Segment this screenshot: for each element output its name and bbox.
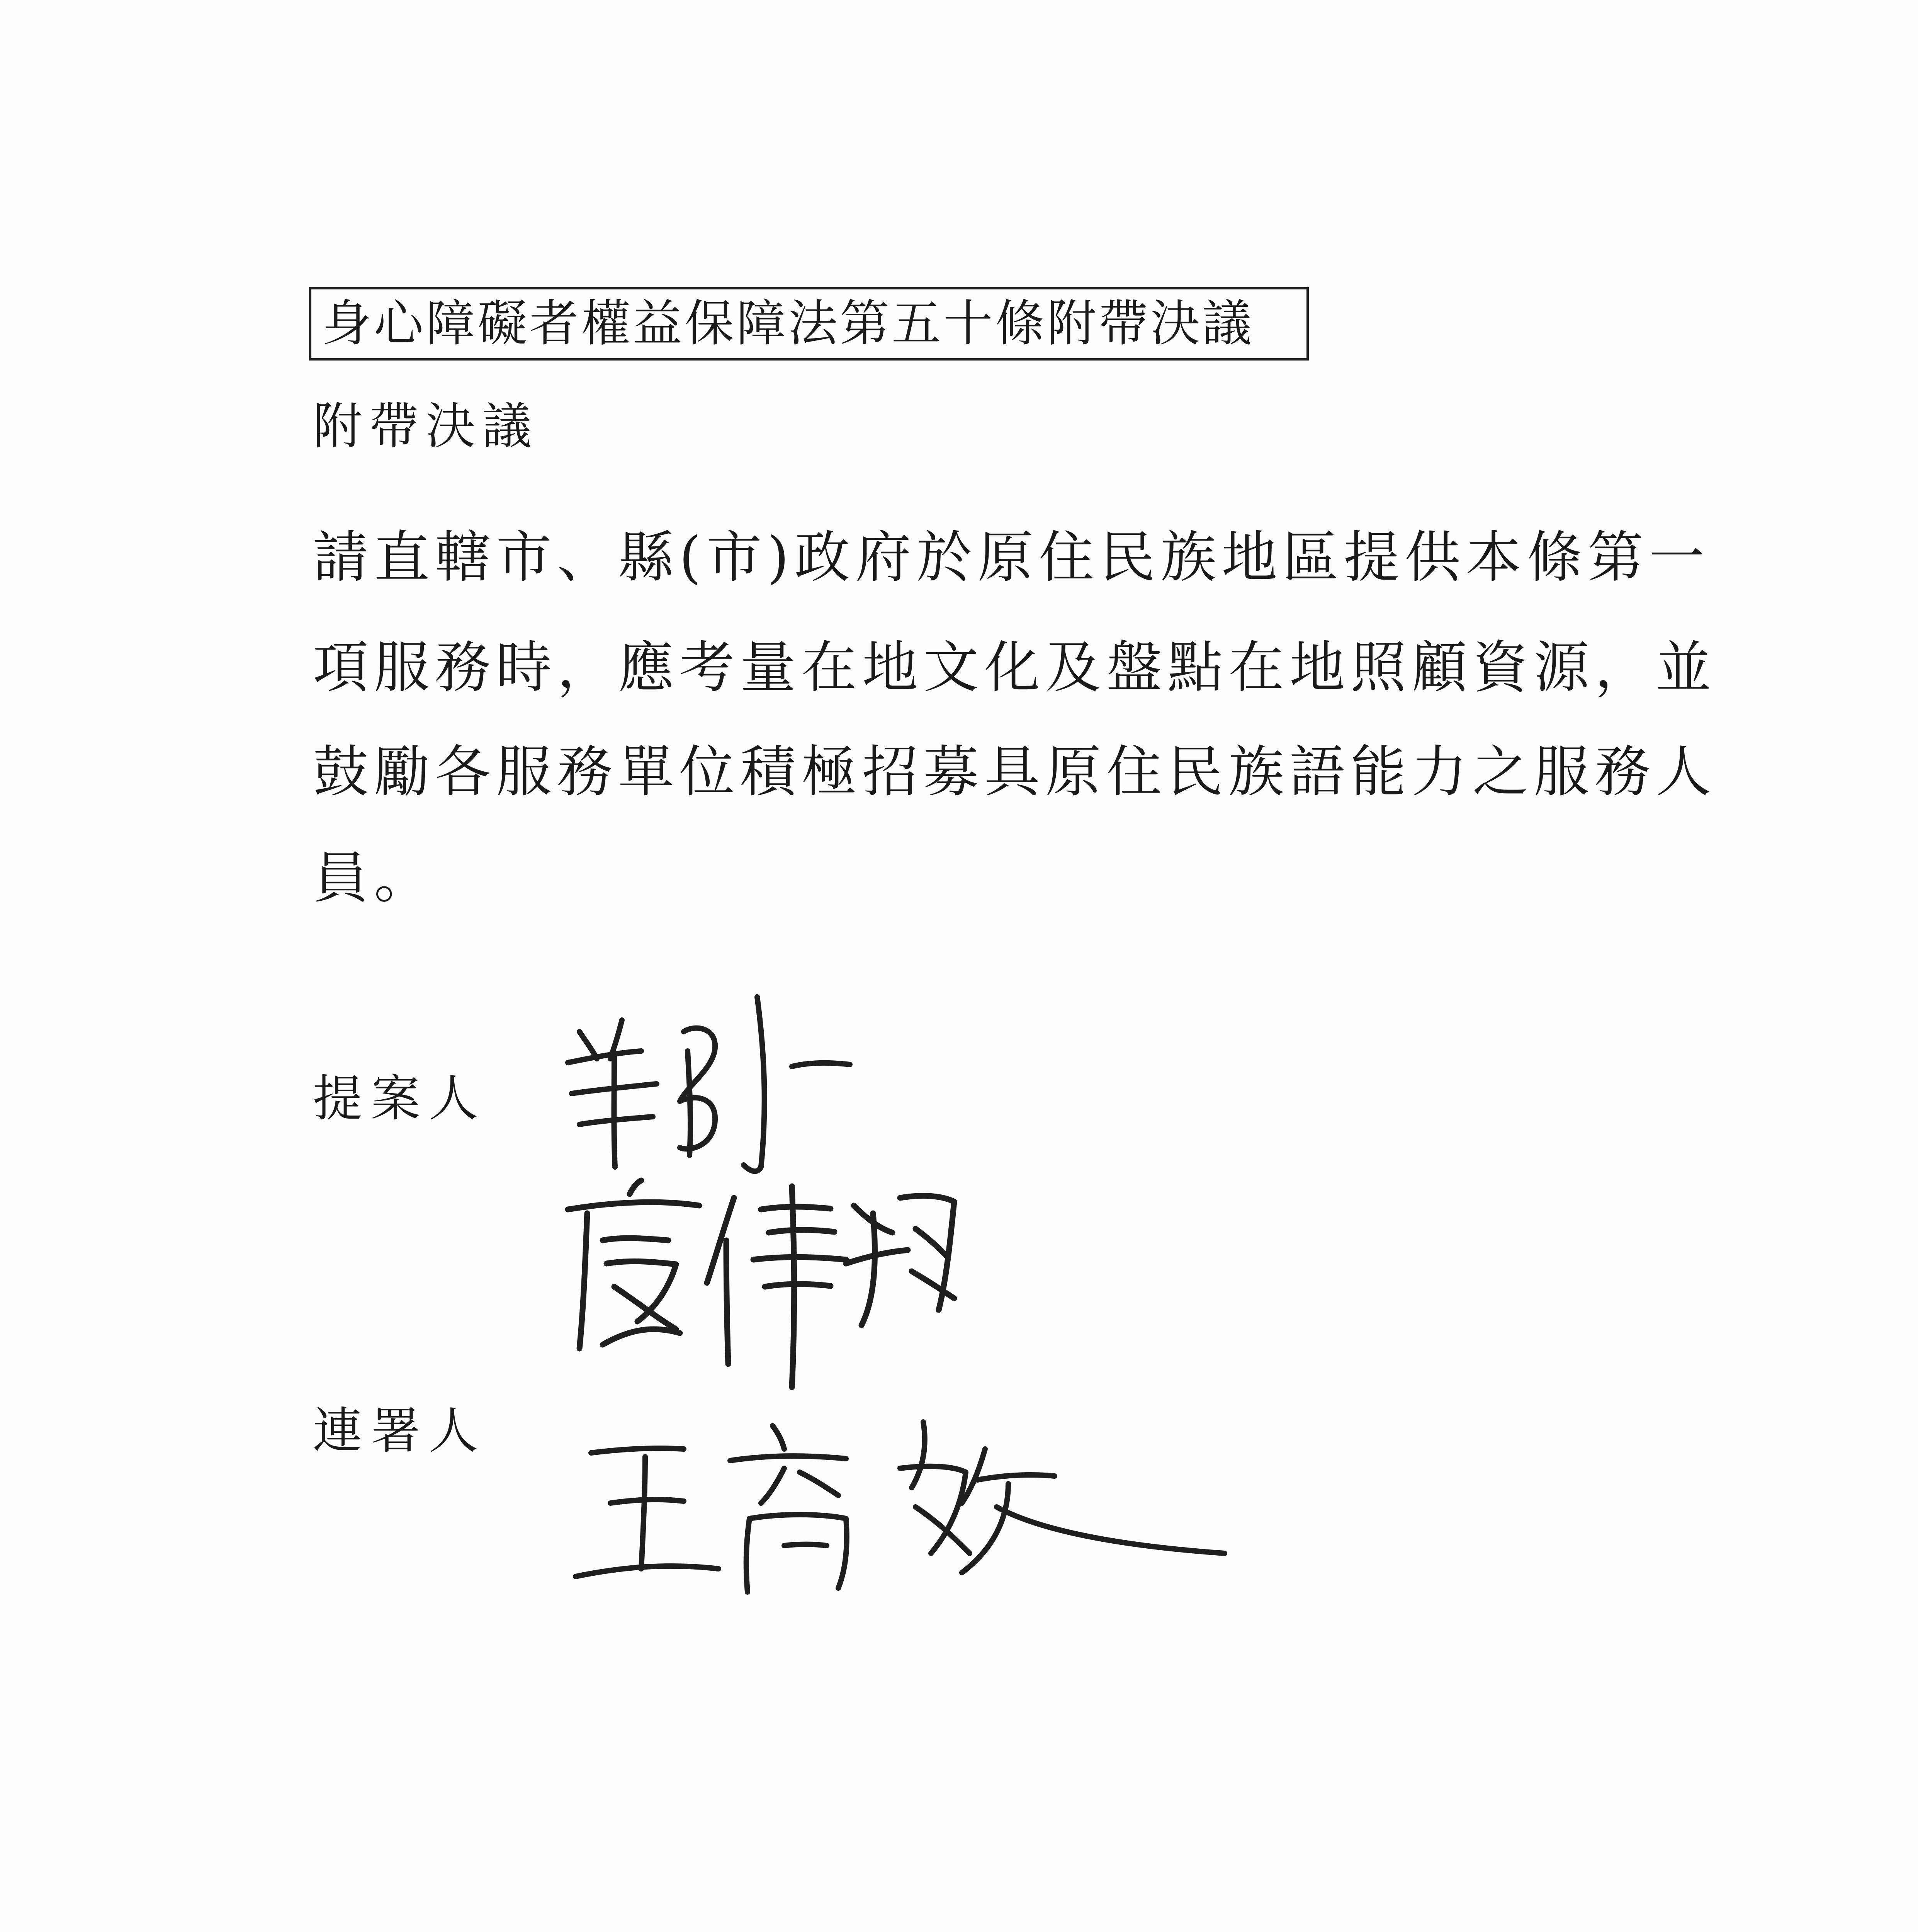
cosigner-label: 連署人 xyxy=(313,1402,487,1460)
signature-1 xyxy=(556,985,943,1186)
body-line-4: 員。 xyxy=(313,845,435,910)
resolution-title-box xyxy=(309,287,1309,361)
proposer-label: 提案人 xyxy=(313,1070,487,1128)
resolution-title: 身心障礙者權益保障法第五十條附帶決議 xyxy=(322,295,1254,352)
body-line-1: 請直轄市、縣(市)政府於原住民族地區提供本條第一 xyxy=(313,525,1710,590)
body-line-3: 鼓勵各服務單位積極招募具原住民族語能力之服務人 xyxy=(313,739,1717,804)
signature-2 xyxy=(552,1163,1016,1395)
signature-3 xyxy=(568,1391,1225,1607)
body-line-2: 項服務時，應考量在地文化及盤點在地照顧資源，並 xyxy=(313,635,1717,700)
subheading: 附帶決議 xyxy=(313,398,539,455)
